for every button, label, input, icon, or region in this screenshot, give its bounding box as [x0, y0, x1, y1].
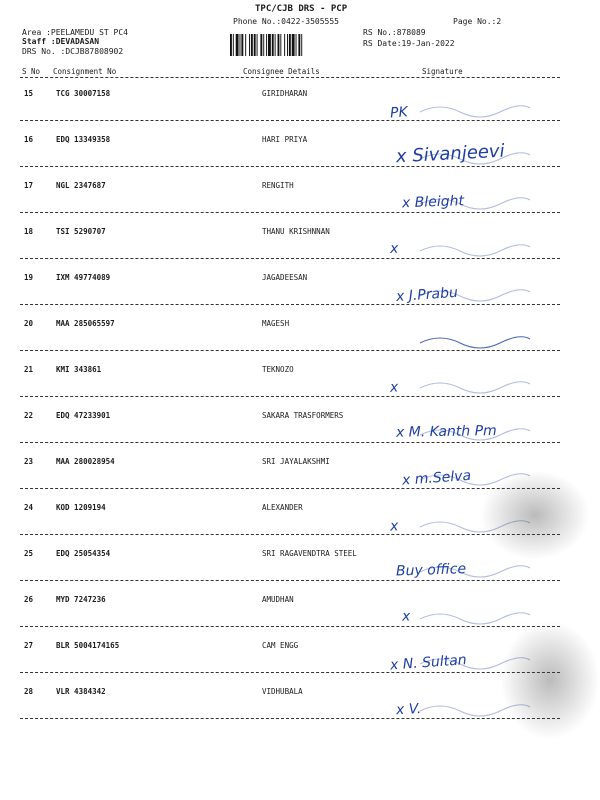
- table-row: [0, 80, 600, 126]
- barcode-bar: [260, 34, 262, 56]
- row-sno: 20: [24, 319, 34, 328]
- barcode-bar: [268, 34, 271, 56]
- col-sno: S No: [22, 67, 41, 76]
- barcode-bar: [292, 34, 295, 56]
- handwritten-signature: x J.Prabu: [395, 284, 459, 306]
- table-row: [0, 402, 600, 448]
- row-consignee: THANU KRISHNNAN: [262, 227, 330, 236]
- row-consignment-no: EDQ 47233901: [56, 411, 111, 420]
- table-row: [0, 218, 600, 264]
- handwritten-signature: Buy office: [395, 561, 467, 580]
- row-consignment-no: EDQ 13349358: [56, 135, 111, 144]
- barcode-bar: [266, 34, 267, 56]
- row-consignment-no: TCG 30007158: [56, 89, 111, 98]
- row-consignment-no: MYD 7247236: [56, 595, 106, 604]
- handwritten-signature: x: [389, 518, 399, 535]
- row-divider: [20, 304, 560, 305]
- rs-number: RS No.:878089: [363, 28, 426, 37]
- row-sno: 19: [24, 273, 34, 282]
- area-field: Area :PEELAMEDU ST PC4: [22, 28, 128, 37]
- handwritten-signature: x Sivanjeevi: [395, 140, 506, 168]
- phone-number: Phone No.:0422-3505555: [233, 17, 339, 26]
- row-consignment-no: NGL 2347687: [56, 181, 106, 190]
- barcode-bar: [278, 34, 280, 56]
- barcode-bar: [272, 34, 274, 56]
- barcode-bar: [245, 34, 246, 56]
- row-divider: [20, 166, 560, 167]
- col-consignment: Consignment No: [53, 67, 117, 76]
- page-number: Page No.:2: [453, 17, 502, 26]
- barcode-bar: [249, 34, 250, 56]
- table-row: [0, 356, 600, 402]
- staff-field: Staff :DEVADASAN: [22, 37, 100, 46]
- row-consignee: SRI RAGAVENDTRA STEEL: [262, 549, 357, 558]
- row-consignee: ALEXANDER: [262, 503, 303, 512]
- barcode-bar: [254, 34, 256, 56]
- barcode-bar: [263, 34, 264, 56]
- barcode-bar: [230, 34, 232, 56]
- row-sno: 25: [24, 549, 34, 558]
- barcode-bar: [240, 34, 241, 56]
- row-divider: [20, 672, 560, 673]
- row-sno: 24: [24, 503, 34, 512]
- row-consignment-no: TSI 5290707: [56, 227, 106, 236]
- row-consignment-no: MAA 285065597: [56, 319, 115, 328]
- row-divider: [20, 626, 560, 627]
- handwritten-signature: x N. Sultan: [389, 652, 468, 674]
- barcode-bar: [257, 34, 258, 56]
- handwritten-signature: x: [389, 379, 399, 396]
- row-consignment-no: EDQ 25054354: [56, 549, 111, 558]
- row-sno: 23: [24, 457, 34, 466]
- table-row: [0, 126, 600, 172]
- row-consignee: TEKNOZO: [262, 365, 294, 374]
- scan-stain: [480, 470, 590, 560]
- row-divider: [20, 396, 560, 397]
- row-divider: [20, 718, 560, 719]
- row-consignment-no: VLR 4384342: [56, 687, 106, 696]
- row-sno: 28: [24, 687, 34, 696]
- signature-stroke: [420, 337, 530, 348]
- row-divider: [20, 488, 560, 489]
- row-sno: 17: [24, 181, 34, 190]
- row-consignee: HARI PRIYA: [262, 135, 308, 144]
- header-divider: [20, 77, 560, 78]
- row-sno: 16: [24, 135, 34, 144]
- scan-stain: [500, 620, 600, 740]
- signature-stroke: [420, 382, 530, 393]
- handwritten-signature: x: [389, 240, 399, 257]
- handwritten-signature: x V.: [395, 700, 422, 719]
- barcode-bar: [287, 34, 288, 56]
- table-row: [0, 586, 600, 632]
- col-consignee: Consignee Details: [243, 67, 320, 76]
- sheet-title: TPC/CJB DRS - PCP: [255, 4, 348, 14]
- row-consignee: CAM ENGG: [262, 641, 299, 650]
- handwritten-signature: x m.Selva: [401, 467, 472, 489]
- row-divider: [20, 350, 560, 351]
- row-consignee: RENGITH: [262, 181, 294, 190]
- row-consignee: AMUDHAN: [262, 595, 294, 604]
- barcode-bar: [280, 34, 281, 56]
- row-consignment-no: KOD 1209194: [56, 503, 106, 512]
- signature-stroke: [420, 245, 530, 256]
- row-consignment-no: BLR 5004174165: [56, 641, 120, 650]
- row-consignee: SAKARA TRASFORMERS: [262, 411, 344, 420]
- barcode-bar: [296, 34, 297, 56]
- row-divider: [20, 580, 560, 581]
- row-consignee: GIRIDHARAN: [262, 89, 308, 98]
- row-sno: 22: [24, 411, 34, 420]
- signature-stroke: [420, 106, 530, 117]
- row-sno: 18: [24, 227, 34, 236]
- barcode-bar: [298, 34, 300, 56]
- row-sno: 15: [24, 89, 34, 98]
- row-consignee: JAGADEESAN: [262, 273, 308, 282]
- barcode-bar: [301, 34, 302, 56]
- row-consignee: VIDHUBALA: [262, 687, 303, 696]
- row-consignment-no: MAA 280028954: [56, 457, 115, 466]
- barcode: [230, 34, 356, 56]
- row-divider: [20, 212, 560, 213]
- barcode-bar: [233, 34, 234, 56]
- handwritten-signature: x Bleight: [401, 193, 465, 212]
- barcode-bar: [289, 34, 291, 56]
- barcode-bar: [241, 34, 243, 56]
- table-row: [0, 172, 600, 218]
- row-divider: [20, 442, 560, 443]
- row-consignee: SRI JAYALAKSHMI: [262, 457, 330, 466]
- handwritten-signature: x M. Kanth Pm: [395, 423, 497, 441]
- handwritten-signature: x: [401, 608, 411, 625]
- row-divider: [20, 258, 560, 259]
- row-divider: [20, 120, 560, 121]
- row-sno: 21: [24, 365, 34, 374]
- signature-stroke: [420, 613, 530, 624]
- barcode-bar: [236, 34, 239, 56]
- row-divider: [20, 534, 560, 535]
- row-consignment-no: IXM 49774089: [56, 273, 111, 282]
- row-sno: 27: [24, 641, 34, 650]
- row-consignee: MAGESH: [262, 319, 290, 328]
- row-sno: 26: [24, 595, 34, 604]
- row-consignment-no: KMI 343861: [56, 365, 102, 374]
- handwritten-signature: PK: [389, 104, 409, 122]
- barcode-bar: [251, 34, 253, 56]
- drs-number: DRS No. :DCJB87808902: [22, 47, 124, 56]
- col-signature: Signature: [422, 67, 463, 76]
- table-row: [0, 310, 600, 356]
- barcode-bar: [275, 34, 276, 56]
- barcode-bar: [284, 34, 285, 56]
- rs-date: RS Date:19-Jan-2022: [363, 39, 455, 48]
- table-row: [0, 264, 600, 310]
